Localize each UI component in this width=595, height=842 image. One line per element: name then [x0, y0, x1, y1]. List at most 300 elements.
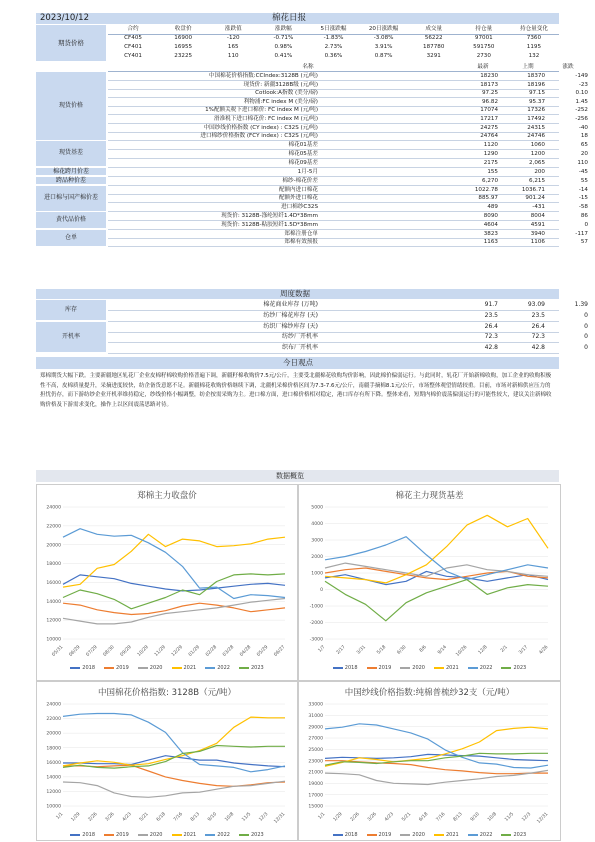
weekly-item-value: 72.3	[484, 333, 498, 340]
chart-3-title: 中国棉花价格指数: 3128B（元/吨）	[98, 688, 236, 698]
spot-item-value: 8004	[530, 213, 545, 220]
spot-item-value: 24275	[480, 124, 498, 131]
spot-item-value: 17217	[480, 116, 498, 122]
x-tick-label: 12/8	[477, 644, 489, 656]
y-tick-label: 14000	[46, 775, 61, 781]
spot-item-value: 6,215	[528, 177, 545, 184]
legend-item	[104, 832, 129, 838]
spot-item-value: 1200	[530, 150, 545, 157]
y-tick-label: 1000	[311, 571, 323, 577]
series-line-2021	[63, 534, 285, 587]
legend-swatch	[205, 834, 215, 836]
weekly-item-value: 26.4	[484, 322, 498, 330]
legend-item	[138, 665, 163, 671]
futures-cell: 132	[528, 53, 540, 59]
x-tick-label: 5/21	[138, 811, 150, 823]
y-tick-label: 20000	[46, 543, 61, 549]
futures-cell: -3.08%	[373, 35, 394, 41]
spot-item-value: 1290	[483, 150, 498, 157]
legend-label: 2018	[82, 832, 96, 838]
futures-cell: 0.41%	[274, 53, 293, 59]
legend-label: 2021	[183, 832, 197, 838]
y-tick-label: 15000	[308, 804, 323, 810]
x-tick-label: 05/29	[256, 644, 270, 658]
futures-cell: 2730	[476, 53, 491, 59]
spot-item-value: 65	[580, 142, 588, 149]
spot-item-value: 0	[584, 221, 588, 228]
legend-item	[434, 665, 459, 671]
spot-group-label: 现货价格	[36, 72, 106, 140]
x-tick-label: 9/14	[437, 644, 449, 656]
legend-item	[501, 665, 526, 671]
legend-swatch	[104, 834, 114, 836]
y-tick-label: 20000	[46, 731, 61, 737]
legend-swatch	[468, 834, 478, 836]
legend-swatch	[70, 834, 80, 836]
x-tick-label: 7/16	[173, 811, 184, 823]
futures-cell: CF405	[124, 35, 142, 41]
legend-label: 2020	[149, 665, 163, 671]
chart-3-legend	[37, 832, 297, 838]
spot-group-label: 棉花跨月价差	[36, 168, 106, 176]
y-tick-label: 24000	[46, 505, 61, 511]
futures-cell: CF401	[124, 44, 142, 50]
legend-item	[400, 832, 425, 838]
spot-group-label: 黄代品价格	[36, 212, 106, 228]
futures-cell: 0.87%	[374, 53, 393, 59]
spot-item-value: 8090	[483, 213, 498, 220]
x-tick-label: 2/17	[335, 644, 347, 656]
chart-panel-1	[36, 484, 298, 681]
chart-panel-2	[298, 484, 561, 681]
legend-swatch	[434, 667, 444, 669]
y-tick-label: 22000	[46, 524, 61, 530]
charts-title: 数据概览	[276, 472, 304, 480]
x-tick-label: 2/1	[500, 644, 509, 654]
x-tick-label: 02/28	[205, 644, 219, 658]
series-line-2020	[325, 770, 548, 784]
spot-item-name: 滑准税下进口棉花价: FC index M (元/吨)	[213, 116, 318, 122]
legend-item	[400, 665, 425, 671]
spot-item-value: 1120	[483, 142, 498, 149]
legend-swatch	[367, 834, 377, 836]
legend-label: 2021	[183, 665, 197, 671]
futures-cell: 16955	[174, 44, 193, 50]
legend-item	[501, 832, 526, 838]
weekly-item-value: 42.8	[531, 343, 545, 351]
spot-item-name: 中国纱线价格指数 (CY index) : C32S (元/吨)	[203, 124, 318, 131]
x-tick-label: 12/31	[273, 811, 287, 825]
spot-item-value: 901.24	[525, 195, 545, 202]
spot-item-value: 18230	[480, 73, 498, 79]
x-tick-label: 12/3	[521, 811, 533, 823]
futures-cell: 16900	[174, 35, 193, 41]
spot-col-header: 上期	[522, 64, 534, 70]
futures-cell: 56222	[424, 35, 443, 41]
spot-item-value: 2,065	[528, 159, 545, 166]
spot-item-name: 1%配额关税下进口棉价: FC index M (元/吨)	[205, 107, 318, 114]
y-tick-label: 16000	[46, 760, 61, 766]
spot-group-label: 跨品种价差	[36, 177, 106, 185]
spot-item-value: 55	[580, 177, 588, 184]
spot-group-label: 进口棉与国产棉价差	[36, 186, 106, 211]
legend-label: 2023	[513, 832, 527, 838]
y-tick-label: 18000	[46, 746, 61, 752]
x-tick-label: 1/29	[70, 811, 82, 823]
x-tick-label: 04/28	[239, 644, 253, 658]
legend-label: 2019	[116, 665, 129, 671]
spot-item-value: -256	[575, 116, 588, 122]
futures-col-header: 涨跌值	[208, 25, 258, 35]
spot-group-label: 现货基差	[36, 141, 106, 166]
futures-cell: 187780	[423, 44, 445, 50]
futures-cell: 0.98%	[274, 44, 293, 50]
futures-col-header: 合约	[108, 25, 158, 35]
chart-4-legend	[299, 832, 560, 838]
futures-cell: 165	[227, 44, 239, 50]
futures-cell: 3291	[426, 53, 441, 59]
weekly-item-value: 23.5	[531, 311, 545, 319]
x-tick-label: 10/26	[455, 644, 469, 658]
legend-label: 2023	[250, 665, 264, 671]
legend-item	[239, 832, 264, 838]
spot-item-value: 24746	[527, 133, 545, 140]
spot-item-value: 1163	[483, 239, 498, 246]
spot-item-value: 110	[577, 159, 588, 166]
spot-col-header: 涨跌	[562, 64, 574, 70]
spot-item-value: 200	[534, 168, 545, 175]
weekly-item-value: 1.39	[574, 301, 588, 308]
x-tick-label: 09/29	[119, 644, 133, 658]
futures-cell: -120	[226, 35, 240, 41]
x-tick-label: 10/8	[487, 811, 498, 823]
x-tick-label: 11/5	[241, 811, 253, 823]
x-tick-label: 6/18	[418, 811, 430, 823]
spot-col-header: 最新	[477, 64, 489, 70]
spot-item-name: 中国棉花价格指数:CCIndex:3128B (元/吨)	[208, 73, 318, 79]
legend-label: 2021	[446, 832, 459, 838]
spot-item-value: 24315	[527, 124, 545, 131]
legend-item	[172, 665, 197, 671]
y-tick-label: 24000	[46, 702, 61, 708]
futures-cell: 591750	[473, 44, 495, 50]
y-tick-label: 2000	[311, 555, 323, 561]
weekly-group-label: 库存	[36, 300, 106, 320]
y-tick-label: 33000	[308, 702, 323, 708]
spot-item-name: 配额外进口棉花	[278, 195, 318, 202]
x-tick-label: 11/29	[153, 644, 167, 658]
futures-col-header: 持仓量变化	[509, 25, 559, 35]
futures-cell: 97001	[474, 35, 493, 41]
x-tick-label: 3/17	[518, 644, 530, 656]
x-tick-label: 5/18	[376, 644, 388, 656]
spot-item-value: 96.82	[481, 98, 498, 105]
spot-item-value: 86	[580, 213, 588, 220]
spot-item-value: 17074	[480, 107, 498, 114]
spot-item-value: 18	[580, 133, 588, 140]
weekly-item-value: 91.7	[484, 301, 498, 308]
legend-label: 2020	[149, 832, 163, 838]
futures-cell: 110	[227, 53, 239, 59]
x-tick-label: 12/3	[258, 811, 270, 823]
spot-item-value: -14	[578, 186, 588, 193]
x-tick-label: 07/29	[85, 644, 99, 658]
spot-item-value: 97.25	[481, 90, 498, 97]
y-tick-label: 10000	[46, 804, 61, 810]
spot-item-value: -117	[575, 230, 588, 237]
legend-swatch	[239, 667, 249, 669]
spot-item-value: 57	[580, 239, 588, 246]
y-tick-label: 3000	[311, 538, 323, 544]
spot-item-value: -252	[575, 107, 588, 114]
legend-label: 2019	[378, 832, 392, 838]
spot-item-value: -431	[532, 204, 545, 210]
weekly-item-name: 纺纱厂棉花库存 (天)	[263, 311, 318, 319]
chart-panel-4	[298, 681, 561, 841]
x-tick-label: 06/29	[68, 644, 82, 658]
spot-item-value: -23	[578, 81, 588, 88]
y-tick-label: 25000	[308, 747, 323, 753]
legend-swatch	[172, 834, 182, 836]
spot-item-name: 棉花01基差	[288, 142, 318, 149]
spot-item-value: 18173	[480, 81, 498, 88]
chart-4	[299, 698, 558, 828]
legend-label: 2022	[217, 832, 230, 838]
y-tick-label: 19000	[308, 781, 323, 787]
series-line-2020	[63, 781, 285, 797]
spot-item-name: 棉纱-棉花价差	[282, 177, 318, 184]
legend-swatch	[104, 667, 114, 669]
y-tick-label: 18000	[46, 562, 61, 568]
legend-item	[434, 832, 459, 838]
spot-item-value: 4604	[483, 221, 498, 228]
legend-item	[172, 832, 197, 838]
spot-item-value: 18196	[527, 81, 545, 88]
futures-cell: 1195	[526, 44, 542, 50]
x-tick-label: 11/5	[504, 811, 516, 823]
spot-item-name: Cotlook:A指数 (美分/磅)	[255, 90, 318, 97]
legend-item	[333, 832, 358, 838]
y-tick-label: -3000	[309, 637, 323, 643]
spot-item-name: 现货价: 3128B-粘胶短纤1.5D*38mm	[221, 221, 318, 228]
legend-label: 2019	[116, 832, 129, 838]
chart-panel-3	[36, 681, 298, 841]
spot-item-value: 885.97	[478, 195, 498, 202]
y-tick-label: 21000	[308, 770, 323, 776]
legend-swatch	[333, 667, 343, 669]
spot-item-value: 3823	[483, 230, 498, 237]
report-title: 棉花日报	[272, 13, 307, 23]
y-tick-label: 16000	[46, 581, 61, 587]
legend-label: 2021	[446, 665, 459, 671]
x-tick-label: 8/13	[452, 811, 464, 823]
futures-cell: 23225	[174, 53, 193, 59]
spot-group-label: 仓单	[36, 230, 106, 246]
weekly-item-name: 棉花商业库存 (万吨)	[263, 301, 318, 308]
spot-item-name: 利物浦:FC index M (美分/磅)	[243, 98, 318, 105]
spot-item-name: 棉花09基差	[288, 159, 318, 166]
spot-item-name: 棉花05基差	[288, 150, 318, 157]
weekly-item-value: 42.8	[484, 343, 498, 351]
legend-swatch	[434, 834, 444, 836]
legend-item	[333, 665, 358, 671]
weekly-item-value: 72.3	[531, 333, 545, 340]
y-tick-label: 10000	[46, 637, 61, 643]
y-tick-label: 0	[320, 588, 323, 594]
futures-col-header: 收盘价	[158, 25, 208, 35]
legend-item	[138, 832, 163, 838]
x-tick-label: 9/10	[207, 811, 219, 823]
legend-label: 2022	[479, 665, 493, 671]
x-tick-label: 8/13	[190, 811, 202, 823]
weekly-item-value: 0	[584, 333, 588, 340]
futures-col-header: 涨跌幅	[258, 25, 308, 35]
spot-item-name: 进口棉纱C32S	[281, 204, 318, 210]
legend-item	[239, 665, 264, 671]
view-text: 郑棉期货大幅下跌。主要新疆地区轧花厂企业皮棉籽棉收购价格普遍下调，新疆籽棉收购价7.5元/公斤，主要受北疆棉花收购均价影响，因此棉价偏弱运行。与此同时，轧花厂开始新棉收购，加工企业的收购积极性不高，皮棉质量提升，采摘进度较快，纺企备货意愿不足。新疆棉花收购价格继续下调，北疆机采棉价格区间为7.3-7.6元/公斤，南疆手摘棉8.1元/公斤，市场整体观望情绪较重。目前，市场对新棉供应压力的担忧仍存，而下游纺纱企业开机率维持稳定，纱线价格小幅调整，纺企按需采购为主。进口棉方面，进口棉价格相对稳定，港口库存有所下降。整体来看，短期内棉价震荡偏弱运行的可能性较大，建议关注新棉收购价格及下游需求变化，操作上以区间震荡思路对待。	[40, 373, 552, 408]
legend-label: 2019	[378, 665, 392, 671]
futures-col-header: 持仓量	[459, 25, 509, 35]
y-tick-label: -1000	[309, 604, 323, 610]
chart-4-title: 中国纱线价格指数:纯棉普梳纱32支（元/吨）	[344, 688, 515, 698]
weekly-item-value: 0	[584, 343, 588, 351]
legend-item	[367, 665, 392, 671]
x-tick-label: 5/21	[401, 811, 413, 823]
x-tick-label: 3/26	[367, 811, 378, 823]
x-tick-label: 4/26	[538, 644, 550, 656]
spot-item-name: 现货价: 3128B-涤纶短纤1.4D*38mm	[221, 213, 318, 220]
x-tick-label: 6/30	[396, 644, 408, 656]
x-tick-label: 3/26	[104, 811, 116, 823]
weekly-group-label: 开机率	[36, 322, 106, 353]
legend-swatch	[400, 834, 410, 836]
spot-item-name: 郑棉注册仓单	[284, 230, 318, 237]
x-tick-label: 2/26	[87, 811, 99, 823]
x-tick-label: 4/23	[384, 811, 396, 823]
weekly-item-name: 织布厂开机率	[281, 343, 318, 351]
spot-item-value: 2175	[483, 159, 498, 166]
futures-col-header: 成交量	[409, 25, 459, 35]
legend-item	[468, 832, 493, 838]
weekly-item-value: 93.09	[527, 301, 545, 308]
spot-item-value: 1106	[530, 239, 545, 246]
y-tick-label: 12000	[46, 618, 61, 624]
y-tick-label: 22000	[46, 717, 61, 723]
legend-label: 2018	[344, 832, 358, 838]
x-tick-label: 7/16	[435, 811, 447, 823]
legend-item	[104, 665, 129, 671]
series-line-2023	[325, 580, 548, 621]
futures-cell: -1.83%	[323, 35, 344, 41]
report-date: 2023/10/12	[40, 13, 89, 23]
weekly-item-value: 0	[584, 311, 588, 319]
x-tick-label: 06/27	[273, 644, 287, 658]
x-tick-label: 9/10	[469, 811, 481, 823]
y-tick-label: 5000	[311, 505, 323, 511]
futures-label: 期货价格	[36, 25, 106, 61]
legend-swatch	[70, 667, 80, 669]
legend-label: 2020	[412, 665, 425, 671]
legend-item	[70, 832, 95, 838]
x-tick-label: 01/29	[188, 644, 202, 658]
spot-item-value: 18370	[527, 73, 545, 79]
spot-item-value: 3940	[530, 230, 545, 237]
x-tick-label: 10/29	[136, 644, 150, 658]
futures-section	[36, 25, 559, 61]
weekly-item-name: 纺纱厂开机率	[281, 333, 318, 340]
spot-item-value: 1022.78	[474, 186, 498, 193]
legend-swatch	[468, 667, 478, 669]
series-line-2018	[63, 575, 285, 591]
spot-item-name: 郑棉有效预报	[284, 239, 318, 246]
spot-section	[36, 63, 588, 288]
view-title: 今日观点	[283, 358, 313, 367]
weekly-item-value: 23.5	[484, 311, 498, 319]
spot-item-value: 17326	[527, 107, 545, 114]
weekly-item-value: 26.4	[531, 322, 545, 330]
legend-item	[367, 832, 392, 838]
spot-item-value: 1060	[530, 142, 545, 149]
futures-col-header: 5日涨跌幅	[308, 25, 358, 35]
chart-1-legend	[37, 665, 297, 671]
legend-swatch	[333, 834, 343, 836]
spot-item-value: 6,270	[481, 177, 498, 184]
x-tick-label: 10/8	[224, 811, 236, 823]
x-tick-label: 8/6	[419, 644, 428, 654]
spot-item-value: 1.45	[575, 98, 588, 105]
series-line-2021	[63, 717, 285, 766]
spot-item-value: 95.37	[528, 98, 545, 105]
legend-label: 2018	[344, 665, 358, 671]
futures-cell: 3.91%	[374, 44, 393, 50]
spot-item-value: 17492	[527, 116, 545, 122]
spot-item-value: -40	[578, 124, 588, 131]
legend-swatch	[138, 834, 148, 836]
futures-cell: CY401	[124, 53, 142, 59]
x-tick-label: 2/26	[349, 811, 361, 823]
spot-item-name: 1月-5月	[297, 168, 318, 175]
spot-item-value: 0.10	[575, 90, 588, 97]
x-tick-label: 1/29	[332, 811, 344, 823]
chart-1	[37, 501, 295, 661]
spot-item-value: 489	[487, 204, 498, 210]
y-tick-label: -2000	[309, 621, 323, 627]
weekly-section	[36, 300, 588, 355]
chart-3	[37, 698, 295, 828]
x-tick-label: 1/7	[317, 644, 327, 654]
legend-item	[468, 665, 493, 671]
spot-item-value: -58	[578, 204, 588, 210]
y-tick-label: 27000	[308, 736, 323, 742]
futures-cell: 2.73%	[324, 44, 343, 50]
legend-item	[70, 665, 95, 671]
x-tick-label: 6/18	[156, 811, 167, 823]
weekly-item-name: 纺织厂棉纱库存 (天)	[263, 322, 318, 330]
spot-item-value: 24764	[480, 133, 498, 140]
spot-item-value: 4591	[530, 221, 545, 228]
x-tick-label: 3/31	[356, 644, 367, 656]
spot-item-value: 20	[580, 150, 588, 157]
legend-label: 2023	[513, 665, 527, 671]
y-tick-label: 23000	[308, 759, 323, 765]
spot-item-value: -15	[578, 195, 588, 202]
y-tick-label: 31000	[308, 713, 323, 719]
legend-swatch	[367, 667, 377, 669]
y-tick-label: 17000	[308, 793, 323, 799]
spot-col-header: 名称	[302, 64, 314, 70]
y-tick-label: 4000	[311, 522, 323, 528]
weekly-title: 周度数据	[280, 289, 310, 298]
